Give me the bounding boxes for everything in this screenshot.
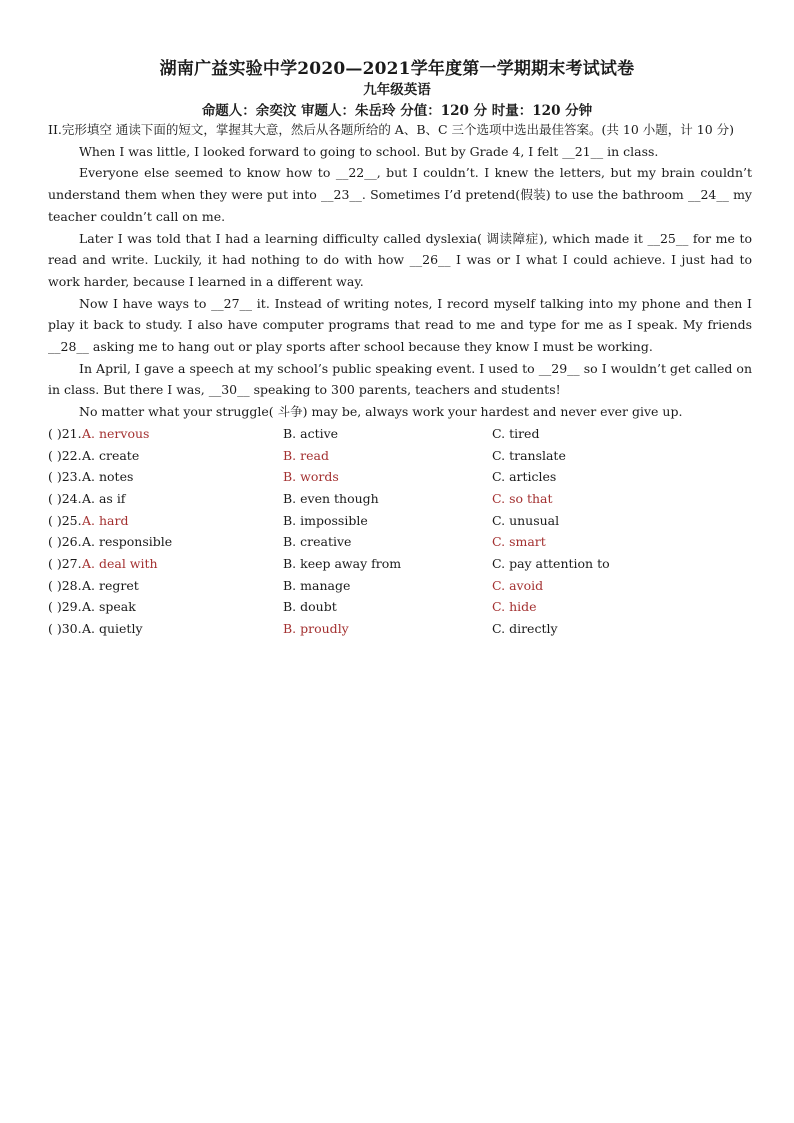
question-list: [48, 423, 752, 640]
answer-blank[interactable]: ( )21.: [48, 425, 82, 441]
option-b: B. doubt: [283, 599, 337, 615]
option-c: C. smart: [492, 534, 546, 550]
question-row: [48, 488, 752, 510]
passage-paragraph-5: In April, I gave a speech at my school’s public speaking event. I used to __29__ so I wouldn’t get called on in class. But there I was, __30__ speaking to 300 parents, teachers and students!: [48, 360, 752, 398]
passage-paragraph-6: No matter what your struggle( 斗争) may be, always work your hardest and never ever give up.: [79, 404, 683, 420]
answer-blank[interactable]: ( )27.: [48, 555, 82, 571]
answer-blank[interactable]: ( )30.: [48, 621, 82, 637]
answer-blank[interactable]: ( )29.: [48, 599, 82, 615]
option-a: A. regret: [82, 577, 139, 593]
question-row: [48, 445, 752, 467]
answer-blank[interactable]: ( )24.: [48, 490, 82, 506]
option-a: A. quietly: [82, 621, 143, 637]
option-a: A. create: [82, 447, 140, 463]
option-a: A. as if: [82, 490, 126, 506]
option-b: B. proudly: [283, 621, 349, 637]
option-c: C. so that: [492, 490, 553, 506]
passage-paragraph-3: Later I was told that I had a learning difficulty called dyslexia( 调读障症), which made it __25__ for me to read and write. Luckily, it had nothing to do with how __26__ I was or I what I could achieve. I just had to work harder, because I learned in a different way.: [48, 230, 752, 289]
cloze-section: [48, 119, 752, 640]
answer-blank[interactable]: ( )23.: [48, 469, 82, 485]
option-c: C. directly: [492, 621, 558, 637]
option-c: C. tired: [492, 425, 540, 441]
question-row: [48, 423, 752, 445]
answer-blank[interactable]: ( )28.: [48, 577, 82, 593]
option-c: C. hide: [492, 599, 537, 615]
exam-title: 湖南广益实验中学2020—2021学年度第一学期期末考试试卷: [159, 59, 635, 79]
answer-blank[interactable]: ( )22.: [48, 447, 82, 463]
option-b: B. active: [283, 425, 339, 441]
option-a: A. notes: [82, 469, 134, 485]
answer-blank[interactable]: ( )26.: [48, 534, 82, 550]
option-b: B. even though: [283, 490, 379, 506]
passage-paragraph-1: When I was little, I looked forward to going to school. But by Grade 4, I felt __21__ in class.: [79, 143, 659, 159]
passage-paragraph-2: Everyone else seemed to know how to __22__, but I couldn’t. I knew the letters, but my brain couldn’t understand them when they were put into __23__. Sometimes I’d pretend(假装) to use the bathroom __24__ my teacher couldn’t call on me.: [48, 165, 752, 224]
question-row: [48, 466, 752, 488]
option-a: A. deal with: [82, 555, 158, 571]
question-row: [48, 553, 752, 575]
option-a: A. speak: [82, 599, 136, 615]
option-c: C. avoid: [492, 577, 544, 593]
option-a: A. hard: [82, 512, 129, 528]
option-c: C. unusual: [492, 512, 560, 528]
option-b: B. words: [283, 469, 339, 485]
passage-paragraph-4: Now I have ways to __27__ it. Instead of writing notes, I record myself talking into my phone and then I play it back to study. I also have computer programs that read to me and type for me as I speak. My friends __28__ asking me to hang out or play sports after school because they know I must be working.: [48, 295, 752, 355]
option-b: B. creative: [283, 534, 352, 550]
option-b: B. manage: [283, 577, 351, 593]
exam-meta: 命题人：余奕汶 审题人：朱岳玲 分值：120 分 时量：120 分钟: [201, 103, 593, 119]
question-row: [48, 510, 752, 532]
answer-blank[interactable]: ( )25.: [48, 512, 82, 528]
question-row: [48, 531, 752, 553]
option-b: B. read: [283, 447, 329, 463]
option-b: B. keep away from: [283, 555, 402, 571]
option-c: C. articles: [492, 469, 557, 485]
option-a: A. nervous: [82, 425, 150, 441]
option-c: C. translate: [492, 447, 566, 463]
question-row: [48, 618, 752, 640]
option-b: B. impossible: [283, 512, 368, 528]
option-a: A. responsible: [82, 534, 173, 550]
section-instruction: II.完形填空 通读下面的短文，掌握其大意，然后从各题所给的 A、B、C 三个选项中选出最佳答案。(共 10 小题，计 10 分): [48, 122, 735, 137]
option-c: C. pay attention to: [492, 555, 610, 571]
question-row: [48, 596, 752, 618]
question-row: [48, 575, 752, 597]
exam-subtitle: 九年级英语: [363, 82, 431, 98]
